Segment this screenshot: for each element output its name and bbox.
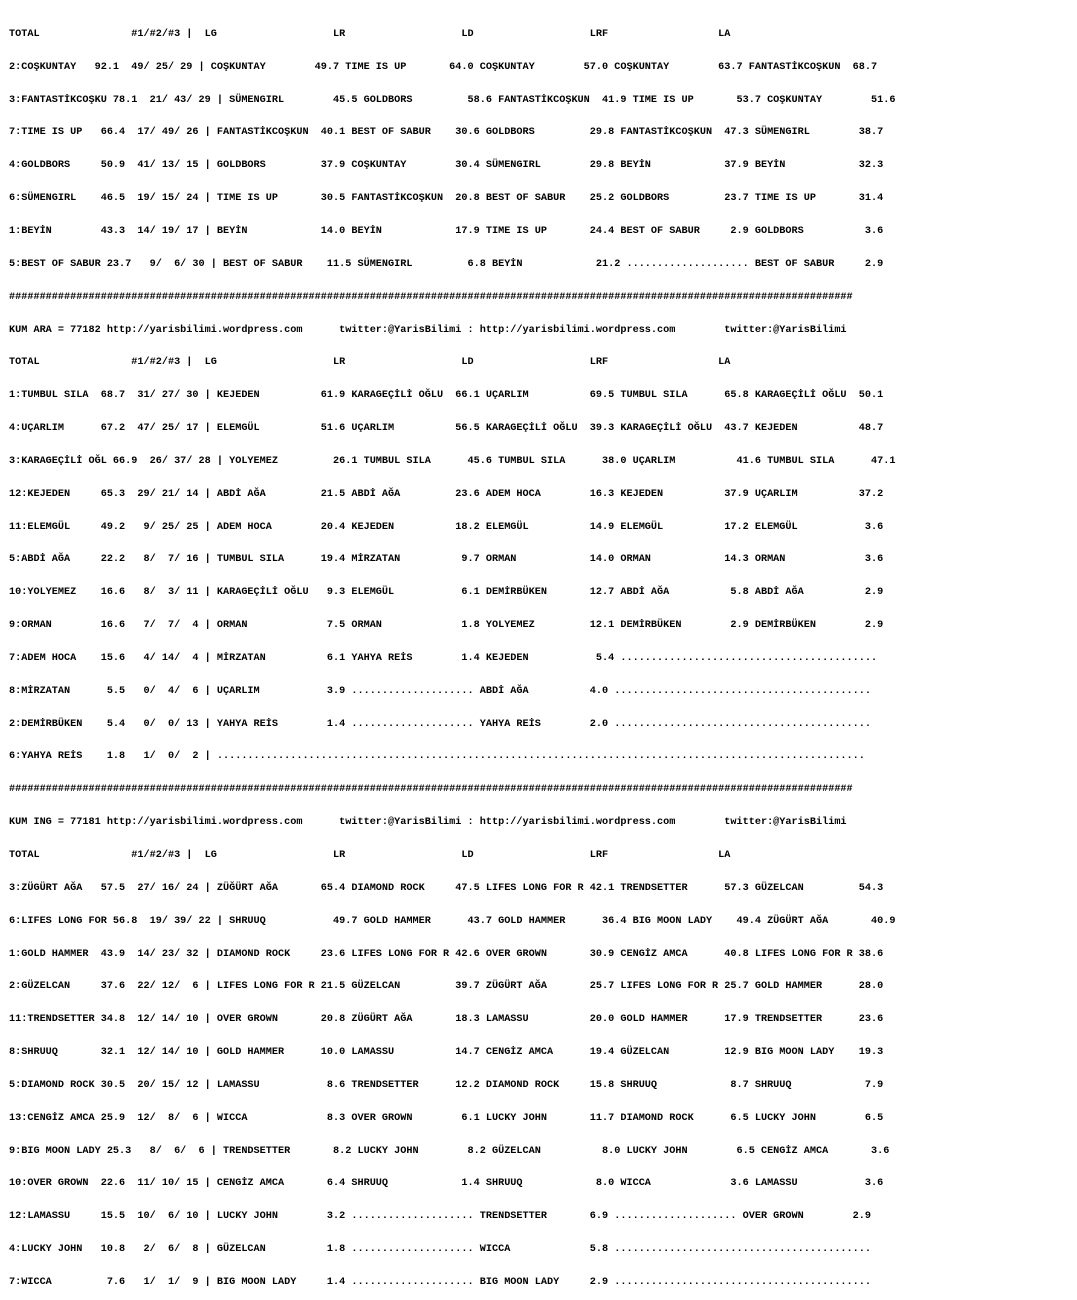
report-line: 2:GÜZELCAN 37.6 22/ 12/ 6 | LIFES LONG FOR R 21.5 GÜZELCAN 39.7 ZÜGÜRT AĞA 25.7 LIFES LONG FOR R 25.7 GOLD HAMMER 28.0 [9,981,884,993]
report-line: 2:DEMİRBÜKEN 5.4 0/ 0/ 13 | YAHYA REİS 1.4 .................... YAHYA REİS 2.0 .......................................... [9,718,872,730]
separator-line: ########################################################################################################################################## [9,784,853,796]
report-line: 10:OVER GROWN 22.6 11/ 10/ 15 | CENGİZ AMCA 6.4 SHRUUQ 1.4 SHRUUQ 8.0 WICCA 3.6 LAMASSU 3.6 [9,1178,884,1190]
report-line: TOTAL #1/#2/#3 | LG LR LD LRF LA [9,850,731,861]
report-line: 6:YAHYA REİS 1.8 1/ 0/ 2 | .......................................................................................................... [9,751,865,763]
report-line: 3:FANTASTİKCOŞKU 78.1 21/ 43/ 29 | SÜMENGIRL 45.5 GOLDBORS 58.6 FANTASTİKCOŞKUN 41.9 TIME IS UP 53.7 COŞKUNTAY 51.6 [9,94,896,106]
report-line: 12:KEJEDEN 65.3 29/ 21/ 14 | ABDİ AĞA 21.5 ABDİ AĞA 23.6 ADEM HOCA 16.3 KEJEDEN 37.9 UÇARLIM 37.2 [9,488,884,500]
report-line: 4:LUCKY JOHN 10.8 2/ 6/ 8 | GÜZELCAN 1.8 .................... WICCA 5.8 .......................................... [9,1244,872,1256]
report-line: 13:CENGİZ AMCA 25.9 12/ 8/ 6 | WICCA 8.3 OVER GROWN 6.1 LUCKY JOHN 11.7 DIAMOND ROCK 6.5 LUCKY JOHN 6.5 [9,1112,884,1124]
report-line: 1:TUMBUL SILA 68.7 31/ 27/ 30 | KEJEDEN 61.9 KARAGEÇİLİ OĞLU 66.1 UÇARLIM 69.5 TUMBUL SILA 65.8 KARAGEÇİLİ OĞLU 50.1 [9,390,884,402]
report-line: 11:ELEMGÜL 49.2 9/ 25/ 25 | ADEM HOCA 20.4 KEJEDEN 18.2 ELEMGÜL 14.9 ELEMGÜL 17.2 ELEMGÜL 3.6 [9,521,884,533]
separator-line: ########################################################################################################################################## [9,291,853,303]
report-line: 1:GOLD HAMMER 43.9 14/ 23/ 32 | DIAMOND ROCK 23.6 LIFES LONG FOR R 42.6 OVER GROWN 30.9 CENGİZ AMCA 40.8 LIFES LONG FOR R 38.6 [9,948,884,960]
race-info-line: KUM ING = 77181 http://yarisbilimi.wordpress.com twitter:@YarisBilimi : http://yarisbilimi.wordpress.com twitter:@YarisBilimi [9,817,847,829]
race-info-line: KUM ARA = 77182 http://yarisbilimi.wordpress.com twitter:@YarisBilimi : http://yarisbilimi.wordpress.com twitter:@YarisBilimi [9,324,847,336]
report-line: 9:ORMAN 16.6 7/ 7/ 4 | ORMAN 7.5 ORMAN 1.8 YOLYEMEZ 12.1 DEMİRBÜKEN 2.9 DEMİRBÜKEN 2.9 [9,620,884,632]
report-line: 10:YOLYEMEZ 16.6 8/ 3/ 11 | KARAGEÇİLİ OĞLU 9.3 ELEMGÜL 6.1 DEMİRBÜKEN 12.7 ABDİ AĞA 5.8 ABDİ AĞA 2.9 [9,587,884,599]
report-line: 6:SÜMENGIRL 46.5 19/ 15/ 24 | TIME IS UP 30.5 FANTASTİKCOŞKUN 20.8 BEST OF SABUR 25.2 GOLDBORS 23.7 TIME IS UP 31.4 [9,193,884,205]
report-line: 3:KARAGEÇİLİ OĞL 66.9 26/ 37/ 28 | YOLYEMEZ 26.1 TUMBUL SILA 45.6 TUMBUL SILA 38.0 UÇARLIM 41.6 TUMBUL SILA 47.1 [9,455,896,467]
report-line: 5:ABDİ AĞA 22.2 8/ 7/ 16 | TUMBUL SILA 19.4 MİRZATAN 9.7 ORMAN 14.0 ORMAN 14.3 ORMAN 3.6 [9,554,884,566]
report-line: TOTAL #1/#2/#3 | LG LR LD LRF LA [9,357,731,369]
report-line: 7:TIME IS UP 66.4 17/ 49/ 26 | FANTASTİKCOŞKUN 40.1 BEST OF SABUR 30.6 GOLDBORS 29.8 FANTASTİKCOŞKUN 47.3 SÜMENGIRL 38.7 [9,127,884,139]
report-line: 3:ZÜGÜRT AĞA 57.5 27/ 16/ 24 | ZÜĞÜRT AĞA 65.4 DIAMOND ROCK 47.5 LIFES LONG FOR R 42.1 TRENDSETTER 57.3 GÜZELCAN 54.3 [9,882,884,894]
report-line: 8:SHRUUQ 32.1 12/ 14/ 10 | GOLD HAMMER 10.0 LAMASSU 14.7 CENGİZ AMCA 19.4 GÜZELCAN 12.9 BIG MOON LADY 19.3 [9,1047,884,1059]
report-line: 4:UÇARLIM 67.2 47/ 25/ 17 | ELEMGÜL 51.6 UÇARLIM 56.5 KARAGEÇİLİ OĞLU 39.3 KARAGEÇİLİ OĞLU 43.7 KEJEDEN 48.7 [9,423,884,435]
report-line: 5:DIAMOND ROCK 30.5 20/ 15/ 12 | LAMASSU 8.6 TRENDSETTER 12.2 DIAMOND ROCK 15.8 SHRUUQ 8.7 SHRUUQ 7.9 [9,1079,884,1091]
race-statistics-text-report [9,8,895,1300]
report-line: 4:GOLDBORS 50.9 41/ 13/ 15 | GOLDBORS 37.9 COŞKUNTAY 30.4 SÜMENGIRL 29.8 BEYİN 37.9 BEYİN 32.3 [9,160,884,172]
report-line: 9:BIG MOON LADY 25.3 8/ 6/ 6 | TRENDSETTER 8.2 LUCKY JOHN 8.2 GÜZELCAN 8.0 LUCKY JOHN 6.5 CENGİZ AMCA 3.6 [9,1145,890,1157]
report-line: 2:COŞKUNTAY 92.1 49/ 25/ 29 | COŞKUNTAY 49.7 TIME IS UP 64.0 COŞKUNTAY 57.0 COŞKUNTAY 63.7 FANTASTİKCOŞKUN 68.7 [9,61,878,73]
report-line: 7:ADEM HOCA 15.6 4/ 14/ 4 | MİRZATAN 6.1 YAHYA REİS 1.4 KEJEDEN 5.4 .......................................... [9,652,878,664]
report-line: 12:LAMASSU 15.5 10/ 6/ 10 | LUCKY JOHN 3.2 .................... TRENDSETTER 6.9 .................... OVER GROWN 2.9 [9,1211,872,1223]
report-line: 5:BEST OF SABUR 23.7 9/ 6/ 30 | BEST OF SABUR 11.5 SÜMENGIRL 6.8 BEYİN 21.2 .................... BEST OF SABUR 2.9 [9,258,884,270]
report-line: 7:WICCA 7.6 1/ 1/ 9 | BIG MOON LADY 1.4 .................... BIG MOON LADY 2.9 .......................................... [9,1276,872,1288]
report-line: 1:BEYİN 43.3 14/ 19/ 17 | BEYİN 14.0 BEYİN 17.9 TIME IS UP 24.4 BEST OF SABUR 2.9 GOLDBORS 3.6 [9,225,884,237]
report-line: 8:MİRZATAN 5.5 0/ 4/ 6 | UÇARLIM 3.9 .................... ABDİ AĞA 4.0 .......................................... [9,685,872,697]
report-line: 11:TRENDSETTER 34.8 12/ 14/ 10 | OVER GROWN 20.8 ZÜGÜRT AĞA 18.3 LAMASSU 20.0 GOLD HAMMER 17.9 TRENDSETTER 23.6 [9,1014,884,1026]
report-line: 6:LIFES LONG FOR 56.8 19/ 39/ 22 | SHRUUQ 49.7 GOLD HAMMER 43.7 GOLD HAMMER 36.4 BIG MOON LADY 49.4 ZÜGÜRT AĞA 40.9 [9,915,896,927]
report-line: TOTAL #1/#2/#3 | LG LR LD LRF LA [9,28,731,40]
